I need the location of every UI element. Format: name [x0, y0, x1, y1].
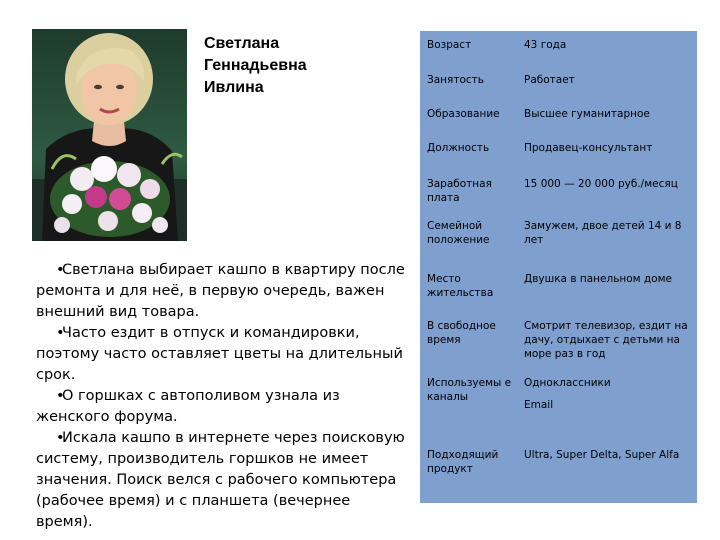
row-label: Заработная плата	[427, 178, 492, 204]
profile-table	[420, 31, 697, 503]
list-item-text: Светлана выбирает кашпо в квартиру после ремонта и для неё, в первую очередь, важен внешний вид товара.	[36, 262, 405, 320]
row-value: 15 000 — 20 000 руб./месяц	[524, 178, 678, 190]
row-value: Двушка в панельном доме	[524, 273, 672, 285]
row-label: Подходящий продукт	[427, 449, 499, 475]
row-value: Ultra, Super Delta, Super Alfa	[524, 449, 680, 461]
list-item: • О горшках с автополивом узнала из женского форума.	[36, 388, 340, 425]
list-item-text: О горшках с автополивом узнала из женского форума.	[36, 388, 340, 425]
row-value: Работает	[524, 74, 575, 86]
list-item-text: Часто ездит в отпуск и командировки, поэтому часто оставляет цветы на длительный срок.	[36, 325, 403, 383]
row-label: Семейной положение	[427, 220, 490, 246]
list-item: • Часто ездит в отпуск и командировки, поэтому часто оставляет цветы на длительный срок.	[36, 325, 403, 383]
row-value	[524, 376, 694, 412]
row-value: Смотрит телевизор, ездит на дачу, отдыхает с детьми на море раз в год	[524, 320, 688, 360]
name-first: Светлана	[204, 35, 280, 52]
row-label: Возраст	[427, 39, 472, 51]
person-name	[204, 33, 354, 99]
row-value: Продавец-консультант	[524, 142, 653, 154]
row-value: Замужем, двое детей 14 и 8 лет	[524, 220, 682, 246]
row-value-secondary: Email	[524, 399, 554, 411]
row-label: Используемы е каналы	[427, 377, 512, 403]
row-label: Занятость	[427, 74, 484, 86]
description-list	[36, 260, 406, 533]
portrait-photo	[32, 29, 187, 241]
row-value: 43 года	[524, 39, 567, 51]
row-label: Место жительства	[427, 273, 494, 299]
list-item: • Светлана выбирает кашпо в квартиру после ремонта и для неё, в первую очередь, важен внешний вид товара.	[36, 262, 405, 320]
list-item-text: Искала кашпо в интернете через поисковую систему, производитель горшков не имеет значения. Поиск велся с рабочего компьютера (рабочее время) и с планшета (вечернее время).	[36, 430, 405, 530]
name-last: Ивлина	[204, 79, 264, 96]
row-label: Образование	[427, 108, 500, 120]
row-label: Должность	[427, 142, 490, 154]
row-value-primary: Одноклассники	[524, 377, 611, 389]
list-item: • Искала кашпо в интернете через поисковую систему, производитель горшков не имеет значения. Поиск велся с рабочего компьютера (рабочее время) и с планшета (вечернее время).	[36, 430, 405, 530]
row-value: Высшее гуманитарное	[524, 108, 650, 120]
row-label: В свободное время	[427, 320, 496, 346]
name-patronymic: Геннадьевна	[204, 57, 307, 74]
